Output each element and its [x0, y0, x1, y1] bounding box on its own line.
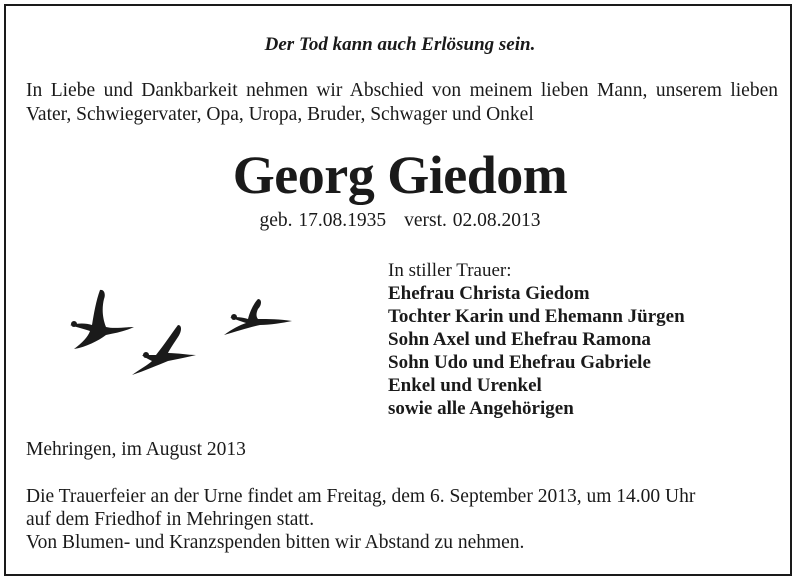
notice-line: Die Trauerfeier an der Urne findet am Freitag, dem 6. September 2013, um 14.00 Uhr: [26, 486, 696, 507]
mourner-line: Enkel und Urenkel: [388, 375, 542, 396]
mourner-line: sowie alle Angehörigen: [388, 398, 574, 419]
deceased-name: Georg Giedom: [232, 145, 568, 205]
funeral-notice: [26, 485, 778, 554]
intro-text: In Liebe und Dankbarkeit nehmen wir Abschied von meinem lieben Mann, unserem lieben Vater, Schwiegervater, Opa, Uropa, Bruder, Schwager und Onkel: [26, 80, 778, 125]
mourners-block: [388, 259, 685, 420]
birth-date: geb. 17.08.1935: [259, 210, 387, 231]
notice-line: auf dem Friedhof in Mehringen statt.: [26, 509, 315, 530]
mourner-line: Sohn Axel und Ehefrau Ramona: [388, 329, 651, 350]
flying-birds-icon: [60, 285, 310, 385]
life-dates: [0, 210, 800, 232]
motto: Der Tod kann auch Erlösung sein.: [264, 34, 536, 55]
place-date: Mehringen, im August 2013: [26, 439, 246, 460]
mourner-line: Tochter Karin und Ehemann Jürgen: [388, 306, 685, 327]
mourner-line: Sohn Udo und Ehefrau Gabriele: [388, 352, 651, 373]
death-date: verst. 02.08.2013: [404, 210, 541, 231]
notice-line: Von Blumen- und Kranzspenden bitten wir Abstand zu nehmen.: [26, 532, 525, 553]
mourner-line: Ehefrau Christa Giedom: [388, 283, 590, 304]
mourners-label: In stiller Trauer:: [388, 260, 512, 281]
